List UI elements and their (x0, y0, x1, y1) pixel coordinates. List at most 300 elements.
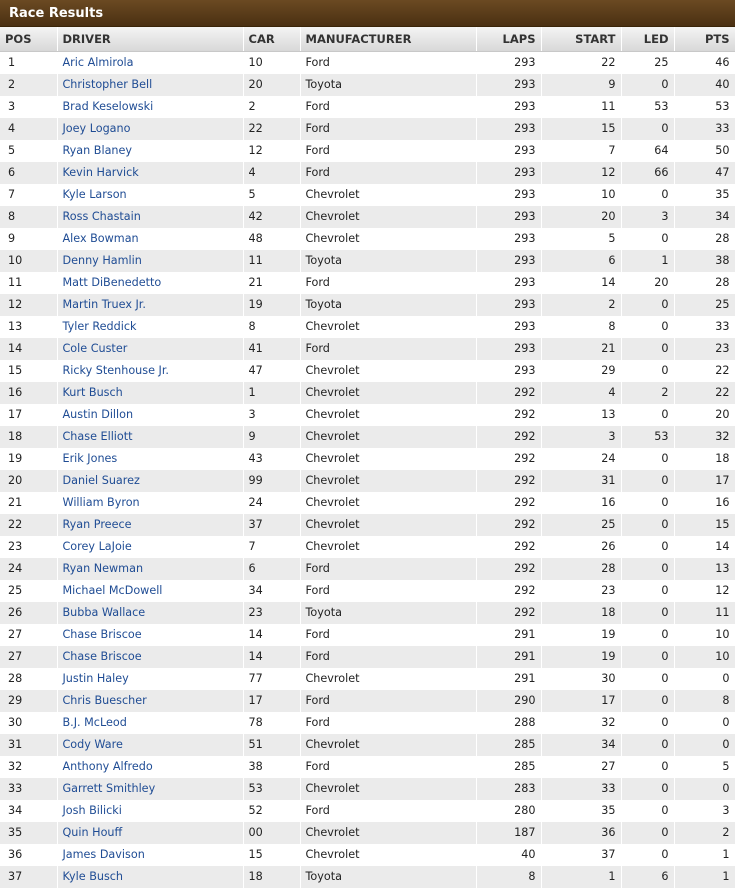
driver-link[interactable]: Josh Bilicki (62, 804, 122, 817)
col-header-pts[interactable]: PTS (674, 27, 735, 52)
cell-led: 53 (621, 426, 674, 448)
cell-manufacturer: Ford (300, 690, 476, 712)
table-row (0, 294, 735, 316)
cell-laps: 293 (476, 74, 541, 96)
cell-pos: 27 (0, 646, 57, 668)
cell-led: 0 (621, 690, 674, 712)
driver-link[interactable]: Garrett Smithley (62, 782, 156, 795)
cell-pts: 20 (674, 404, 735, 426)
cell-driver (57, 184, 243, 206)
driver-link[interactable]: Quin Houff (62, 826, 123, 839)
driver-link[interactable]: William Byron (62, 496, 140, 509)
cell-car: 5 (243, 184, 300, 206)
cell-car: 41 (243, 338, 300, 360)
cell-start: 34 (541, 734, 621, 756)
cell-pos: 36 (0, 844, 57, 866)
cell-driver (57, 272, 243, 294)
cell-pos: 4 (0, 118, 57, 140)
cell-driver (57, 360, 243, 382)
cell-start: 15 (541, 118, 621, 140)
cell-pos: 26 (0, 602, 57, 624)
col-header-laps[interactable]: LAPS (476, 27, 541, 52)
driver-link[interactable]: Cody Ware (62, 738, 123, 751)
driver-link[interactable]: Christopher Bell (62, 78, 153, 91)
cell-manufacturer: Chevrolet (300, 734, 476, 756)
cell-car: 1 (243, 382, 300, 404)
cell-led: 0 (621, 646, 674, 668)
cell-start: 1 (541, 866, 621, 888)
table-row (0, 514, 735, 536)
cell-start: 29 (541, 360, 621, 382)
cell-manufacturer: Ford (300, 646, 476, 668)
cell-driver (57, 624, 243, 646)
col-header-driver[interactable]: DRIVER (57, 27, 243, 52)
cell-manufacturer: Ford (300, 338, 476, 360)
cell-laps: 290 (476, 690, 541, 712)
cell-car: 14 (243, 624, 300, 646)
cell-laps: 291 (476, 624, 541, 646)
cell-pts: 50 (674, 140, 735, 162)
cell-pos: 30 (0, 712, 57, 734)
cell-start: 5 (541, 228, 621, 250)
cell-pos: 11 (0, 272, 57, 294)
cell-car: 11 (243, 250, 300, 272)
table-row (0, 668, 735, 690)
driver-link[interactable]: Austin Dillon (62, 408, 134, 421)
cell-pts: 1 (674, 844, 735, 866)
cell-manufacturer: Ford (300, 624, 476, 646)
cell-start: 32 (541, 712, 621, 734)
cell-manufacturer: Ford (300, 272, 476, 294)
cell-laps: 292 (476, 558, 541, 580)
col-header-start[interactable]: START (541, 27, 621, 52)
cell-manufacturer: Chevrolet (300, 778, 476, 800)
cell-led: 3 (621, 206, 674, 228)
cell-car: 8 (243, 316, 300, 338)
cell-car: 51 (243, 734, 300, 756)
driver-link[interactable]: Erik Jones (62, 452, 118, 465)
cell-driver (57, 162, 243, 184)
table-row (0, 360, 735, 382)
cell-manufacturer: Toyota (300, 602, 476, 624)
cell-manufacturer: Ford (300, 712, 476, 734)
driver-link[interactable]: Tyler Reddick (62, 320, 137, 333)
cell-driver (57, 734, 243, 756)
table-row (0, 822, 735, 844)
cell-led: 0 (621, 404, 674, 426)
driver-link[interactable]: Cole Custer (62, 342, 128, 355)
cell-pos: 29 (0, 690, 57, 712)
table-row (0, 448, 735, 470)
cell-led: 0 (621, 228, 674, 250)
driver-link[interactable]: Martin Truex Jr. (62, 298, 146, 311)
cell-manufacturer: Chevrolet (300, 536, 476, 558)
cell-led: 2 (621, 382, 674, 404)
cell-start: 12 (541, 162, 621, 184)
cell-led: 0 (621, 822, 674, 844)
cell-manufacturer: Chevrolet (300, 844, 476, 866)
table-row (0, 140, 735, 162)
cell-start: 2 (541, 294, 621, 316)
cell-pts: 0 (674, 734, 735, 756)
cell-car: 6 (243, 558, 300, 580)
cell-driver (57, 558, 243, 580)
cell-laps: 293 (476, 250, 541, 272)
cell-led: 0 (621, 492, 674, 514)
driver-link[interactable]: Ryan Preece (62, 518, 132, 531)
table-row (0, 492, 735, 514)
driver-link[interactable]: Aric Almirola (62, 56, 134, 70)
table-row (0, 734, 735, 756)
driver-link[interactable]: Corey LaJoie (62, 540, 132, 553)
cell-pts: 28 (674, 228, 735, 250)
cell-start: 21 (541, 338, 621, 360)
table-row (0, 470, 735, 492)
cell-driver (57, 778, 243, 800)
driver-link[interactable]: Daniel Suarez (62, 474, 140, 487)
cell-pts: 40 (674, 74, 735, 96)
cell-laps: 292 (476, 470, 541, 492)
results-body (0, 52, 735, 888)
table-row (0, 382, 735, 404)
cell-led: 0 (621, 580, 674, 602)
driver-link[interactable]: Alex Bowman (62, 232, 139, 245)
cell-driver (57, 382, 243, 404)
cell-start: 8 (541, 316, 621, 338)
table-row (0, 404, 735, 426)
cell-pos: 10 (0, 250, 57, 272)
table-row (0, 250, 735, 272)
cell-pts: 47 (674, 162, 735, 184)
table-row (0, 338, 735, 360)
driver-link[interactable]: Chase Elliott (62, 430, 133, 443)
cell-pos: 12 (0, 294, 57, 316)
cell-laps: 292 (476, 448, 541, 470)
cell-start: 19 (541, 646, 621, 668)
cell-laps: 293 (476, 360, 541, 382)
cell-pts: 8 (674, 690, 735, 712)
cell-pos: 1 (0, 52, 57, 74)
driver-link[interactable]: Ricky Stenhouse Jr. (62, 364, 169, 377)
cell-start: 7 (541, 140, 621, 162)
cell-pos: 31 (0, 734, 57, 756)
cell-laps: 293 (476, 96, 541, 118)
cell-pos: 9 (0, 228, 57, 250)
cell-led: 25 (621, 52, 674, 74)
driver-link[interactable]: Chase Briscoe (62, 628, 142, 641)
cell-car: 23 (243, 602, 300, 624)
cell-driver (57, 228, 243, 250)
cell-laps: 292 (476, 580, 541, 602)
cell-pts: 38 (674, 250, 735, 272)
driver-link[interactable]: B.J. McLeod (62, 716, 127, 729)
cell-pts: 13 (674, 558, 735, 580)
cell-pos: 25 (0, 580, 57, 602)
cell-manufacturer: Ford (300, 96, 476, 118)
cell-laps: 293 (476, 206, 541, 228)
cell-led: 0 (621, 184, 674, 206)
table-row (0, 690, 735, 712)
cell-start: 16 (541, 492, 621, 514)
cell-driver (57, 668, 243, 690)
cell-start: 26 (541, 536, 621, 558)
cell-manufacturer: Chevrolet (300, 316, 476, 338)
cell-laps: 285 (476, 756, 541, 778)
cell-start: 35 (541, 800, 621, 822)
cell-car: 42 (243, 206, 300, 228)
cell-laps: 283 (476, 778, 541, 800)
cell-car: 48 (243, 228, 300, 250)
cell-pts: 32 (674, 426, 735, 448)
cell-car: 7 (243, 536, 300, 558)
cell-manufacturer: Chevrolet (300, 668, 476, 690)
cell-pos: 6 (0, 162, 57, 184)
cell-start: 3 (541, 426, 621, 448)
cell-driver (57, 712, 243, 734)
cell-start: 25 (541, 514, 621, 536)
cell-car: 99 (243, 470, 300, 492)
cell-laps: 292 (476, 426, 541, 448)
cell-led: 53 (621, 96, 674, 118)
table-row (0, 756, 735, 778)
table-row (0, 74, 735, 96)
cell-pts: 12 (674, 580, 735, 602)
cell-manufacturer: Ford (300, 800, 476, 822)
driver-link[interactable]: Ryan Blaney (62, 144, 133, 157)
header-row (0, 27, 735, 52)
table-row (0, 844, 735, 866)
cell-manufacturer: Toyota (300, 294, 476, 316)
driver-link[interactable]: Brad Keselowski (62, 100, 154, 113)
cell-led: 0 (621, 800, 674, 822)
cell-led: 0 (621, 536, 674, 558)
cell-manufacturer: Chevrolet (300, 470, 476, 492)
cell-driver (57, 602, 243, 624)
cell-laps: 293 (476, 228, 541, 250)
cell-led: 0 (621, 514, 674, 536)
cell-pos: 16 (0, 382, 57, 404)
cell-pos: 19 (0, 448, 57, 470)
cell-car: 12 (243, 140, 300, 162)
cell-pts: 10 (674, 624, 735, 646)
table-row (0, 536, 735, 558)
cell-manufacturer: Chevrolet (300, 514, 476, 536)
cell-driver (57, 74, 243, 96)
cell-laps: 288 (476, 712, 541, 734)
cell-manufacturer: Chevrolet (300, 822, 476, 844)
cell-led: 0 (621, 778, 674, 800)
cell-manufacturer: Ford (300, 162, 476, 184)
cell-driver (57, 118, 243, 140)
table-row (0, 580, 735, 602)
cell-car: 38 (243, 756, 300, 778)
driver-link[interactable]: Justin Haley (62, 672, 129, 685)
cell-driver (57, 844, 243, 866)
cell-driver (57, 338, 243, 360)
cell-manufacturer: Chevrolet (300, 404, 476, 426)
cell-start: 24 (541, 448, 621, 470)
cell-led: 6 (621, 866, 674, 888)
cell-driver (57, 492, 243, 514)
cell-pts: 0 (674, 778, 735, 800)
cell-pts: 33 (674, 118, 735, 140)
cell-manufacturer: Toyota (300, 866, 476, 888)
driver-link[interactable]: Joey Logano (62, 122, 131, 135)
cell-laps: 293 (476, 52, 541, 74)
cell-manufacturer: Ford (300, 558, 476, 580)
cell-pos: 14 (0, 338, 57, 360)
cell-start: 22 (541, 52, 621, 74)
cell-car: 10 (243, 52, 300, 74)
table-row (0, 426, 735, 448)
driver-link[interactable]: Ross Chastain (62, 210, 141, 223)
cell-pts: 25 (674, 294, 735, 316)
cell-driver (57, 536, 243, 558)
col-header-led[interactable]: LED (621, 27, 674, 52)
cell-pts: 2 (674, 822, 735, 844)
cell-pos: 23 (0, 536, 57, 558)
driver-link[interactable]: Kyle Larson (62, 188, 127, 201)
cell-pts: 34 (674, 206, 735, 228)
cell-pos: 8 (0, 206, 57, 228)
cell-manufacturer: Toyota (300, 250, 476, 272)
driver-link[interactable]: Chris Buescher (62, 694, 147, 707)
cell-start: 20 (541, 206, 621, 228)
table-row (0, 228, 735, 250)
cell-pts: 23 (674, 338, 735, 360)
cell-manufacturer: Ford (300, 118, 476, 140)
cell-pts: 46 (674, 52, 735, 74)
cell-led: 0 (621, 756, 674, 778)
cell-start: 6 (541, 250, 621, 272)
table-row (0, 778, 735, 800)
cell-led: 0 (621, 294, 674, 316)
cell-driver (57, 52, 243, 74)
cell-led: 0 (621, 558, 674, 580)
cell-laps: 293 (476, 162, 541, 184)
table-row (0, 184, 735, 206)
cell-car: 15 (243, 844, 300, 866)
table-row (0, 118, 735, 140)
cell-pos: 35 (0, 822, 57, 844)
cell-car: 78 (243, 712, 300, 734)
cell-driver (57, 96, 243, 118)
cell-laps: 8 (476, 866, 541, 888)
cell-led: 0 (621, 844, 674, 866)
cell-laps: 40 (476, 844, 541, 866)
driver-link[interactable]: James Davison (62, 848, 145, 861)
driver-link[interactable]: Bubba Wallace (62, 606, 146, 619)
cell-pts: 14 (674, 536, 735, 558)
cell-pos: 3 (0, 96, 57, 118)
cell-start: 13 (541, 404, 621, 426)
driver-link[interactable]: Chase Briscoe (62, 650, 142, 663)
cell-led: 0 (621, 448, 674, 470)
col-header-car[interactable]: CAR (243, 27, 300, 52)
cell-pos: 37 (0, 866, 57, 888)
cell-laps: 292 (476, 382, 541, 404)
cell-led: 0 (621, 74, 674, 96)
cell-start: 36 (541, 822, 621, 844)
cell-car: 21 (243, 272, 300, 294)
col-header-pos[interactable]: POS (0, 27, 57, 52)
cell-driver (57, 250, 243, 272)
cell-car: 00 (243, 822, 300, 844)
cell-pts: 0 (674, 712, 735, 734)
cell-pts: 53 (674, 96, 735, 118)
cell-car: 43 (243, 448, 300, 470)
cell-start: 27 (541, 756, 621, 778)
cell-manufacturer: Chevrolet (300, 360, 476, 382)
table-row (0, 96, 735, 118)
cell-driver (57, 470, 243, 492)
cell-led: 0 (621, 360, 674, 382)
cell-led: 20 (621, 272, 674, 294)
cell-pts: 22 (674, 382, 735, 404)
cell-driver (57, 690, 243, 712)
cell-pts: 35 (674, 184, 735, 206)
cell-car: 18 (243, 866, 300, 888)
table-row (0, 272, 735, 294)
cell-driver (57, 206, 243, 228)
cell-driver (57, 822, 243, 844)
cell-led: 0 (621, 602, 674, 624)
cell-manufacturer: Ford (300, 140, 476, 162)
table-row (0, 646, 735, 668)
cell-driver (57, 514, 243, 536)
driver-link[interactable]: Kurt Busch (62, 386, 123, 399)
cell-laps: 187 (476, 822, 541, 844)
driver-link[interactable]: Denny Hamlin (62, 254, 142, 267)
cell-start: 11 (541, 96, 621, 118)
cell-car: 34 (243, 580, 300, 602)
cell-pos: 27 (0, 624, 57, 646)
cell-laps: 293 (476, 316, 541, 338)
table-row (0, 624, 735, 646)
driver-link[interactable]: Matt DiBenedetto (62, 276, 162, 289)
cell-pos: 24 (0, 558, 57, 580)
cell-driver (57, 316, 243, 338)
cell-laps: 292 (476, 536, 541, 558)
cell-start: 10 (541, 184, 621, 206)
cell-car: 52 (243, 800, 300, 822)
col-header-manufacturer[interactable]: MANUFACTURER (300, 27, 476, 52)
cell-driver (57, 448, 243, 470)
cell-start: 4 (541, 382, 621, 404)
cell-pts: 33 (674, 316, 735, 338)
driver-link[interactable]: Michael McDowell (62, 584, 163, 597)
driver-link[interactable]: Anthony Alfredo (62, 760, 153, 773)
driver-link[interactable]: Kevin Harvick (62, 166, 139, 179)
cell-car: 4 (243, 162, 300, 184)
driver-link[interactable]: Kyle Busch (62, 870, 124, 883)
cell-pos: 2 (0, 74, 57, 96)
cell-led: 0 (621, 338, 674, 360)
table-row (0, 558, 735, 580)
cell-start: 37 (541, 844, 621, 866)
cell-car: 17 (243, 690, 300, 712)
cell-led: 0 (621, 118, 674, 140)
driver-link[interactable]: Ryan Newman (62, 562, 144, 575)
cell-laps: 292 (476, 404, 541, 426)
cell-pts: 22 (674, 360, 735, 382)
cell-car: 37 (243, 514, 300, 536)
cell-led: 0 (621, 712, 674, 734)
cell-car: 14 (243, 646, 300, 668)
cell-pts: 5 (674, 756, 735, 778)
cell-laps: 280 (476, 800, 541, 822)
cell-pts: 16 (674, 492, 735, 514)
